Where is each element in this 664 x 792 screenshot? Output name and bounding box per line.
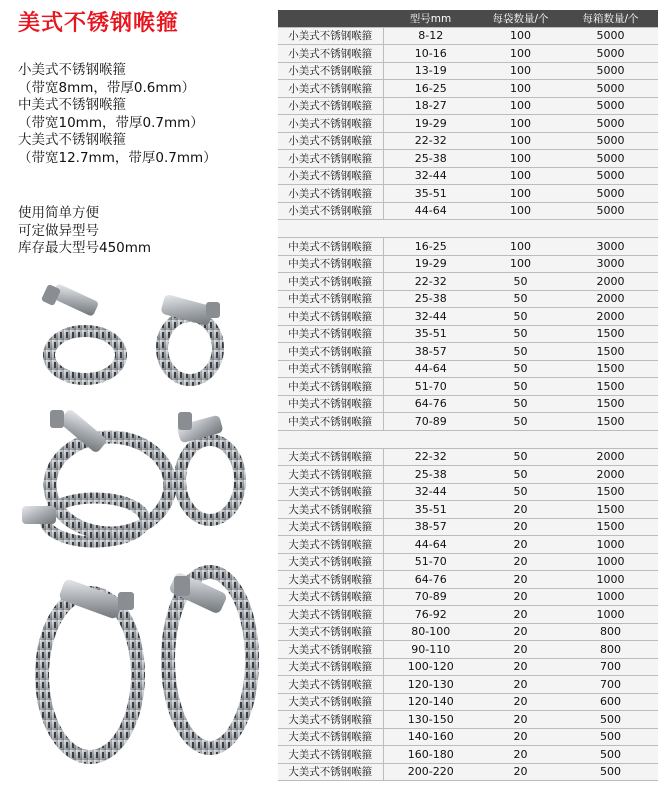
box-qty-cell: 1500 xyxy=(563,378,658,396)
box-qty-cell: 1500 xyxy=(563,518,658,536)
box-qty-cell: 500 xyxy=(563,711,658,729)
product-name-cell: 大美式不锈钢喉箍 xyxy=(278,641,383,659)
bag-qty-cell: 20 xyxy=(478,588,563,606)
product-name-cell: 中美式不锈钢喉箍 xyxy=(278,308,383,326)
note-line: 库存最大型号450mm xyxy=(18,240,152,256)
product-name-cell: 大美式不锈钢喉箍 xyxy=(278,711,383,729)
size-cell: 32-44 xyxy=(383,483,478,501)
size-cell: 70-89 xyxy=(383,413,478,431)
box-qty-cell: 5000 xyxy=(563,167,658,185)
empty-cell xyxy=(478,220,563,238)
table-row xyxy=(278,167,658,185)
table-row xyxy=(278,483,658,501)
empty-cell xyxy=(383,430,478,448)
table-row xyxy=(278,588,658,606)
table-row xyxy=(278,62,658,80)
hose-clamp-photo-2 xyxy=(160,294,220,380)
size-cell: 22-32 xyxy=(383,273,478,291)
size-cell: 35-51 xyxy=(383,501,478,519)
desc-line: （带宽12.7mm，带厚0.7mm） xyxy=(18,149,217,166)
desc-line: （带宽8mm，带厚0.6mm） xyxy=(18,79,196,96)
hose-clamp-photo-1 xyxy=(41,283,121,379)
product-name-cell: 大美式不锈钢喉箍 xyxy=(278,623,383,641)
box-qty-cell: 1000 xyxy=(563,588,658,606)
table-row xyxy=(278,728,658,746)
hose-clamp-photo-4 xyxy=(22,498,145,542)
box-qty-cell: 5000 xyxy=(563,132,658,150)
hose-clamp-photo-7 xyxy=(168,571,252,748)
page-title: 美式不锈钢喉箍 xyxy=(18,11,180,36)
size-cell: 25-38 xyxy=(383,466,478,484)
table-row xyxy=(278,606,658,624)
box-qty-cell: 700 xyxy=(563,676,658,694)
empty-cell xyxy=(563,430,658,448)
bag-qty-cell: 20 xyxy=(478,536,563,554)
bag-qty-cell: 100 xyxy=(478,27,563,45)
table-row xyxy=(278,115,658,133)
empty-cell xyxy=(278,430,383,448)
box-qty-cell: 5000 xyxy=(563,27,658,45)
table-row xyxy=(278,255,658,273)
size-cell: 51-70 xyxy=(383,378,478,396)
product-name-cell: 小美式不锈钢喉箍 xyxy=(278,185,383,203)
box-qty-cell: 5000 xyxy=(563,62,658,80)
bag-qty-cell: 100 xyxy=(478,115,563,133)
desc-line: （带宽10mm，带厚0.7mm） xyxy=(18,114,204,131)
product-name-cell: 大美式不锈钢喉箍 xyxy=(278,676,383,694)
bag-qty-cell: 20 xyxy=(478,606,563,624)
table-header-cell xyxy=(278,10,383,27)
product-name-cell: 小美式不锈钢喉箍 xyxy=(278,62,383,80)
table-row xyxy=(278,466,658,484)
table-row xyxy=(278,571,658,589)
empty-cell xyxy=(563,220,658,238)
bag-qty-cell: 50 xyxy=(478,343,563,361)
product-name-cell: 大美式不锈钢喉箍 xyxy=(278,763,383,781)
hose-clamp-photo-5 xyxy=(176,412,240,520)
size-cell: 80-100 xyxy=(383,623,478,641)
box-qty-cell: 1000 xyxy=(563,571,658,589)
product-description xyxy=(18,62,217,167)
bag-qty-cell: 100 xyxy=(478,97,563,115)
box-qty-cell: 2000 xyxy=(563,308,658,326)
box-qty-cell: 1500 xyxy=(563,343,658,361)
table-row xyxy=(278,80,658,98)
product-name-cell: 中美式不锈钢喉箍 xyxy=(278,290,383,308)
box-qty-cell: 1000 xyxy=(563,553,658,571)
bag-qty-cell: 20 xyxy=(478,501,563,519)
product-name-cell: 大美式不锈钢喉箍 xyxy=(278,483,383,501)
product-name-cell: 大美式不锈钢喉箍 xyxy=(278,746,383,764)
table-row xyxy=(278,238,658,256)
table-row xyxy=(278,413,658,431)
product-name-cell: 大美式不锈钢喉箍 xyxy=(278,536,383,554)
table-row xyxy=(278,308,658,326)
product-name-cell: 小美式不锈钢喉箍 xyxy=(278,202,383,220)
bag-qty-cell: 20 xyxy=(478,728,563,746)
size-cell: 19-29 xyxy=(383,255,478,273)
box-qty-cell: 3000 xyxy=(563,238,658,256)
hose-clamp-photo-3 xyxy=(50,408,170,533)
bag-qty-cell: 50 xyxy=(478,325,563,343)
box-qty-cell: 800 xyxy=(563,641,658,659)
table-row xyxy=(278,360,658,378)
box-qty-cell: 5000 xyxy=(563,97,658,115)
size-cell: 64-76 xyxy=(383,395,478,413)
table-group-separator xyxy=(278,430,658,448)
box-qty-cell: 5000 xyxy=(563,150,658,168)
bag-qty-cell: 50 xyxy=(478,360,563,378)
table-row xyxy=(278,711,658,729)
bag-qty-cell: 100 xyxy=(478,238,563,256)
bag-qty-cell: 20 xyxy=(478,658,563,676)
box-qty-cell: 2000 xyxy=(563,466,658,484)
bag-qty-cell: 50 xyxy=(478,448,563,466)
table-row xyxy=(278,150,658,168)
bag-qty-cell: 20 xyxy=(478,623,563,641)
bag-qty-cell: 50 xyxy=(478,290,563,308)
product-name-cell: 中美式不锈钢喉箍 xyxy=(278,378,383,396)
table-row xyxy=(278,623,658,641)
bag-qty-cell: 100 xyxy=(478,167,563,185)
table-row xyxy=(278,378,658,396)
size-cell: 32-44 xyxy=(383,167,478,185)
bag-qty-cell: 50 xyxy=(478,308,563,326)
desc-line: 中美式不锈钢喉箍 xyxy=(18,97,126,113)
box-qty-cell: 5000 xyxy=(563,115,658,133)
product-name-cell: 小美式不锈钢喉箍 xyxy=(278,115,383,133)
product-notes xyxy=(18,205,151,258)
box-qty-cell: 500 xyxy=(563,763,658,781)
size-cell: 44-64 xyxy=(383,202,478,220)
size-cell: 100-120 xyxy=(383,658,478,676)
table-row xyxy=(278,325,658,343)
product-name-cell: 中美式不锈钢喉箍 xyxy=(278,360,383,378)
product-name-cell: 中美式不锈钢喉箍 xyxy=(278,395,383,413)
table-row xyxy=(278,97,658,115)
product-name-cell: 中美式不锈钢喉箍 xyxy=(278,343,383,361)
bag-qty-cell: 50 xyxy=(478,395,563,413)
box-qty-cell: 700 xyxy=(563,658,658,676)
table-row xyxy=(278,676,658,694)
desc-line: 小美式不锈钢喉箍 xyxy=(18,62,126,78)
table-group-separator xyxy=(278,220,658,238)
box-qty-cell: 800 xyxy=(563,623,658,641)
desc-line: 大美式不锈钢喉箍 xyxy=(18,132,126,148)
size-cell: 160-180 xyxy=(383,746,478,764)
table-row xyxy=(278,641,658,659)
table-row xyxy=(278,395,658,413)
bag-qty-cell: 20 xyxy=(478,693,563,711)
product-name-cell: 大美式不锈钢喉箍 xyxy=(278,588,383,606)
size-cell: 18-27 xyxy=(383,97,478,115)
product-name-cell: 大美式不锈钢喉箍 xyxy=(278,553,383,571)
bag-qty-cell: 20 xyxy=(478,763,563,781)
product-name-cell: 小美式不锈钢喉箍 xyxy=(278,167,383,185)
table-row xyxy=(278,693,658,711)
product-name-cell: 大美式不锈钢喉箍 xyxy=(278,501,383,519)
table-row xyxy=(278,202,658,220)
size-cell: 22-32 xyxy=(383,448,478,466)
product-name-cell: 小美式不锈钢喉箍 xyxy=(278,132,383,150)
bag-qty-cell: 20 xyxy=(478,553,563,571)
bag-qty-cell: 100 xyxy=(478,62,563,80)
bag-qty-cell: 100 xyxy=(478,132,563,150)
product-name-cell: 大美式不锈钢喉箍 xyxy=(278,466,383,484)
size-cell: 51-70 xyxy=(383,553,478,571)
size-cell: 13-19 xyxy=(383,62,478,80)
bag-qty-cell: 50 xyxy=(478,273,563,291)
product-name-cell: 中美式不锈钢喉箍 xyxy=(278,413,383,431)
size-cell: 32-44 xyxy=(383,308,478,326)
size-cell: 200-220 xyxy=(383,763,478,781)
size-cell: 76-92 xyxy=(383,606,478,624)
table-header-cell: 每袋数量/个 xyxy=(478,10,563,27)
table-header-cell: 型号mm xyxy=(383,10,478,27)
bag-qty-cell: 20 xyxy=(478,676,563,694)
box-qty-cell: 2000 xyxy=(563,290,658,308)
bag-qty-cell: 100 xyxy=(478,150,563,168)
product-name-cell: 大美式不锈钢喉箍 xyxy=(278,728,383,746)
box-qty-cell: 500 xyxy=(563,746,658,764)
table-row xyxy=(278,343,658,361)
size-cell: 64-76 xyxy=(383,571,478,589)
table-row xyxy=(278,518,658,536)
box-qty-cell: 5000 xyxy=(563,185,658,203)
size-cell: 25-38 xyxy=(383,150,478,168)
box-qty-cell: 500 xyxy=(563,728,658,746)
product-name-cell: 中美式不锈钢喉箍 xyxy=(278,273,383,291)
box-qty-cell: 2000 xyxy=(563,448,658,466)
product-photos xyxy=(10,270,260,785)
size-cell: 38-57 xyxy=(383,518,478,536)
product-name-cell: 大美式不锈钢喉箍 xyxy=(278,606,383,624)
size-cell: 16-25 xyxy=(383,238,478,256)
table-row xyxy=(278,290,658,308)
size-cell: 10-16 xyxy=(383,45,478,63)
bag-qty-cell: 50 xyxy=(478,413,563,431)
size-cell: 130-150 xyxy=(383,711,478,729)
size-cell: 8-12 xyxy=(383,27,478,45)
bag-qty-cell: 100 xyxy=(478,255,563,273)
empty-cell xyxy=(383,220,478,238)
box-qty-cell: 1500 xyxy=(563,501,658,519)
empty-cell xyxy=(478,430,563,448)
size-cell: 38-57 xyxy=(383,343,478,361)
table-row xyxy=(278,501,658,519)
box-qty-cell: 1500 xyxy=(563,395,658,413)
empty-cell xyxy=(278,220,383,238)
box-qty-cell: 1000 xyxy=(563,536,658,554)
product-name-cell: 大美式不锈钢喉箍 xyxy=(278,518,383,536)
box-qty-cell: 2000 xyxy=(563,273,658,291)
table-row xyxy=(278,45,658,63)
product-name-cell: 小美式不锈钢喉箍 xyxy=(278,45,383,63)
bag-qty-cell: 50 xyxy=(478,466,563,484)
size-cell: 90-110 xyxy=(383,641,478,659)
note-line: 可定做异型号 xyxy=(18,222,99,239)
size-cell: 16-25 xyxy=(383,80,478,98)
product-name-cell: 小美式不锈钢喉箍 xyxy=(278,97,383,115)
box-qty-cell: 3000 xyxy=(563,255,658,273)
table-header-row xyxy=(278,10,658,27)
table-row xyxy=(278,185,658,203)
product-name-cell: 小美式不锈钢喉箍 xyxy=(278,80,383,98)
product-name-cell: 大美式不锈钢喉箍 xyxy=(278,571,383,589)
box-qty-cell: 5000 xyxy=(563,202,658,220)
product-name-cell: 中美式不锈钢喉箍 xyxy=(278,255,383,273)
bag-qty-cell: 50 xyxy=(478,378,563,396)
product-name-cell: 中美式不锈钢喉箍 xyxy=(278,325,383,343)
size-cell: 35-51 xyxy=(383,325,478,343)
table-row xyxy=(278,536,658,554)
note-line: 使用简单方便 xyxy=(18,205,99,221)
product-name-cell: 大美式不锈钢喉箍 xyxy=(278,658,383,676)
table-header-cell: 每箱数量/个 xyxy=(563,10,658,27)
bag-qty-cell: 100 xyxy=(478,202,563,220)
size-cell: 22-32 xyxy=(383,132,478,150)
bag-qty-cell: 100 xyxy=(478,80,563,98)
size-cell: 120-140 xyxy=(383,693,478,711)
table-row xyxy=(278,553,658,571)
size-cell: 35-51 xyxy=(383,185,478,203)
table-row xyxy=(278,763,658,781)
product-name-cell: 大美式不锈钢喉箍 xyxy=(278,693,383,711)
size-cell: 44-64 xyxy=(383,536,478,554)
bag-qty-cell: 100 xyxy=(478,185,563,203)
box-qty-cell: 5000 xyxy=(563,80,658,98)
bag-qty-cell: 100 xyxy=(478,45,563,63)
table-row xyxy=(278,448,658,466)
bag-qty-cell: 20 xyxy=(478,746,563,764)
product-name-cell: 大美式不锈钢喉箍 xyxy=(278,448,383,466)
table-row xyxy=(278,658,658,676)
bag-qty-cell: 50 xyxy=(478,483,563,501)
size-cell: 25-38 xyxy=(383,290,478,308)
hose-clamp-photo-6 xyxy=(42,578,138,757)
bag-qty-cell: 20 xyxy=(478,641,563,659)
box-qty-cell: 1500 xyxy=(563,360,658,378)
size-cell: 19-29 xyxy=(383,115,478,133)
box-qty-cell: 1500 xyxy=(563,325,658,343)
size-cell: 70-89 xyxy=(383,588,478,606)
size-cell: 44-64 xyxy=(383,360,478,378)
box-qty-cell: 1000 xyxy=(563,606,658,624)
box-qty-cell: 600 xyxy=(563,693,658,711)
size-cell: 120-130 xyxy=(383,676,478,694)
table-row xyxy=(278,273,658,291)
table-row xyxy=(278,27,658,45)
product-name-cell: 中美式不锈钢喉箍 xyxy=(278,238,383,256)
product-name-cell: 小美式不锈钢喉箍 xyxy=(278,150,383,168)
size-cell: 140-160 xyxy=(383,728,478,746)
bag-qty-cell: 20 xyxy=(478,518,563,536)
table-row xyxy=(278,746,658,764)
box-qty-cell: 1500 xyxy=(563,483,658,501)
bag-qty-cell: 20 xyxy=(478,571,563,589)
bag-qty-cell: 20 xyxy=(478,711,563,729)
box-qty-cell: 5000 xyxy=(563,45,658,63)
spec-table xyxy=(278,10,658,781)
product-name-cell: 小美式不锈钢喉箍 xyxy=(278,27,383,45)
table-row xyxy=(278,132,658,150)
box-qty-cell: 1500 xyxy=(563,413,658,431)
